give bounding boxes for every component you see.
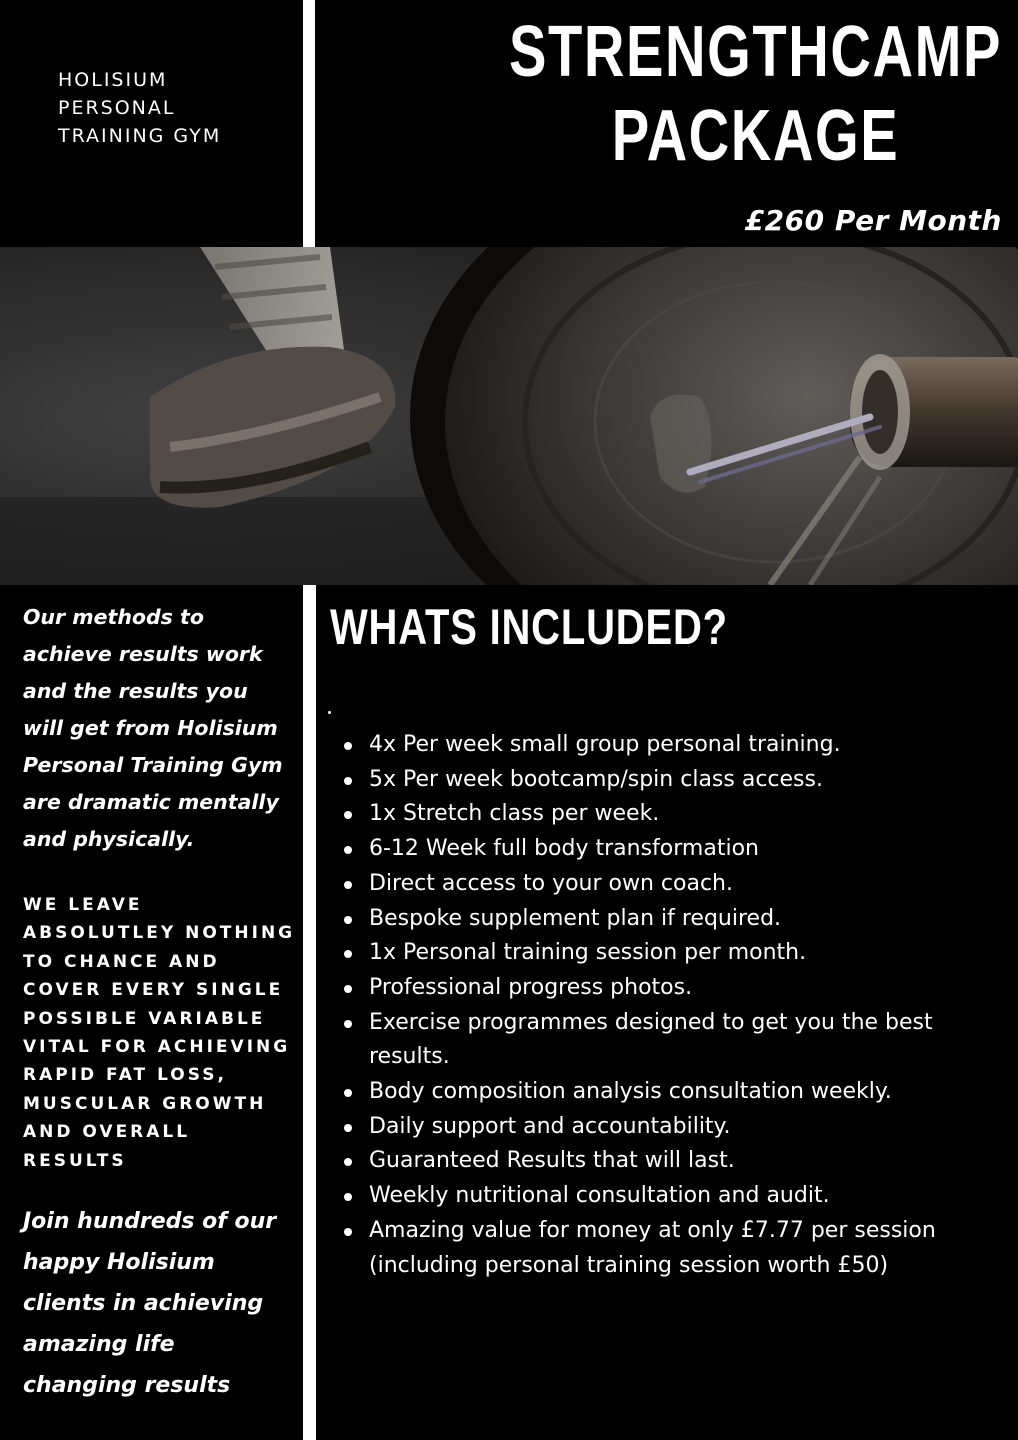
list-item: Professional progress photos.	[344, 971, 984, 1006]
gym-name-line: HOLISIUM	[58, 69, 168, 91]
package-price: £260 Per Month	[744, 204, 1002, 237]
caps-statement: WE LEAVE ABSOLUTLEY NOTHING TO CHANCE AND COVER EVERY SINGLE POSSIBLE VARIABLE VITAL FOR ACHIEVING RAPID FAT LOSS, MUSCULAR GROWTH AND OVERALL RESULTS	[23, 895, 296, 1171]
list-item: Guaranteed Results that will last.	[344, 1144, 984, 1179]
list-item: Daily support and accountability.	[344, 1110, 984, 1145]
list-item: 4x Per week small group personal training.	[344, 728, 984, 763]
barbell-photo	[0, 247, 1018, 585]
whats-included-heading: WHATS INCLUDED?	[330, 599, 728, 655]
list-item: 6-12 Week full body transformation	[344, 832, 984, 867]
package-title	[509, 10, 1002, 178]
right-column	[316, 585, 1018, 1440]
gym-name-line: PERSONAL	[58, 97, 176, 119]
list-item: Bespoke supplement plan if required.	[344, 902, 984, 937]
barbell-image	[0, 247, 1018, 585]
header-right-panel	[315, 0, 1018, 247]
list-item: Weekly nutritional consultation and audit.	[344, 1179, 984, 1214]
list-item: Amazing value for money at only £7.77 per session (including personal training session worth £50)	[344, 1214, 984, 1283]
intro-text: Our methods to achieve results work and the results you will get from Holisium Personal Training Gym are dramatic mentally and physically.	[23, 605, 283, 851]
vertical-divider-top	[303, 0, 315, 247]
vertical-divider-bottom	[303, 585, 316, 1440]
left-column	[0, 585, 303, 1440]
gym-name	[58, 66, 288, 150]
included-list	[344, 728, 984, 1283]
header-left-panel	[0, 0, 303, 247]
gym-name-line: TRAINING GYM	[58, 125, 222, 147]
list-item: 5x Per week bootcamp/spin class access.	[344, 763, 984, 798]
list-item: 1x Personal training session per month.	[344, 936, 984, 971]
join-text: Join hundreds of our happy Holisium clients in achieving amazing life changing results	[23, 1209, 277, 1398]
title-line: PACKAGE	[611, 96, 900, 176]
list-item: Body composition analysis consultation weekly.	[344, 1075, 984, 1110]
title-line: STRENGTHCAMP	[509, 12, 1002, 92]
list-item: 1x Stretch class per week.	[344, 797, 984, 832]
list-item: Exercise programmes designed to get you the best results.	[344, 1006, 984, 1075]
stray-dot	[328, 711, 331, 714]
list-item: Direct access to your own coach.	[344, 867, 984, 902]
